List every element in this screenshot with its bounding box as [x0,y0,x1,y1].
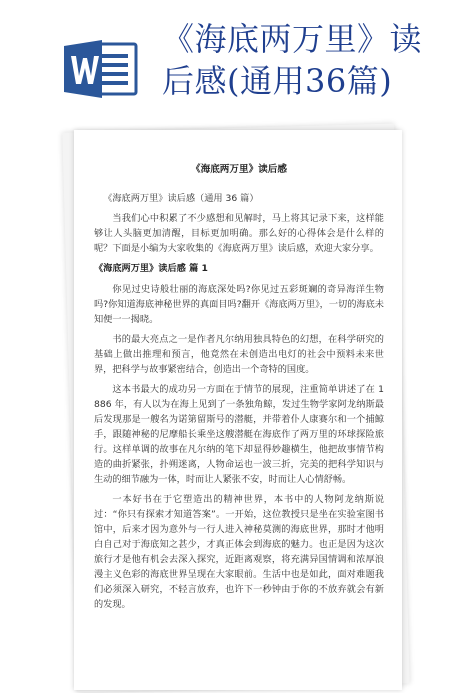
header [0,0,474,118]
document-page [74,130,402,690]
document-subtitle: 《海底两万里》读后感（通用 36 篇） [103,193,259,204]
paragraph: 这本书最大的成功另一方面在于情节的展现，注重简单讲述了在 1886 年，有人以为在海上见到了一条独角鲸，发过生物学家阿龙纳斯最后发现那是一艘名为诺第留斯号的潜艇，并带着仆人康赛尔和一个捕鲸手，跟随神秘的尼摩船长乘坐这艘潜艇在海底作了两万里的环球探险旅行。这样单调的故事在凡尔纳的笔下却显得妙趣横生，他把故事情节构造的曲折紧张，扑朔迷离，人物命运也一波三折，完美的把科学知识与生动的细节融为一体，时而让人紧张不安，时而让人心情舒畅。 [94,384,384,485]
document-title: 《海底两万里》读后感 [191,164,287,175]
intro-paragraph: 当我们心中积累了不少感想和见解时，马上将其记录下来，这样能够让人头脑更加清醒，目标更加明确。那么好的心得体会是什么样的呢？下面是小编为大家收集的《海底两万里》读后感，欢迎大家分享。 [94,213,384,254]
paragraph: 你见过史诗般壮丽的海底深处吗?你见过五彩斑斓的奇异海洋生物吗?你知道海底神秘世界的真面目吗?翻开《海底两万里》，一切的海底未知便一一揭晓。 [94,284,384,325]
section-heading: 《海底两万里》读后感 篇 1 [94,263,208,274]
paragraph: 一本好书在于它塑造出的精神世界，本书中的人物阿龙纳斯说过：“你只有探索才知道答案”。一开始，这位教授只是坐在实验室图书馆中，后来才因为意外与一行人进入神秘莫测的海底世界，那时才他明白自己对于海底知之甚少，才真正体会到海底的魅力。也正是因为这次旅行才是他有机会去深入探究，近距离观察，将充满异国情调和浓厚浪漫主义色彩的海底世界呈现在大家眼前。生活中也是如此，面对难题我们必须深入研究，不轻言放弃，也许下一秒钟由于你的不放弃就会有新的发现。 [94,494,384,610]
paragraph: 书的最大亮点之一是作者凡尔纳用独具特色的幻想，在科学研究的基础上做出推理和预言，他竟然在未创造出电灯的社会中预料未来世界，把科学与故事紧密结合，创造出一个奇特的国度。 [94,334,384,375]
page-title [162,18,462,102]
title-line-1: 《海底两万里》读 [162,20,423,58]
word-document-icon [62,38,140,100]
title-line-2: 后感(通用36篇) [162,62,393,100]
document-body [94,162,384,617]
